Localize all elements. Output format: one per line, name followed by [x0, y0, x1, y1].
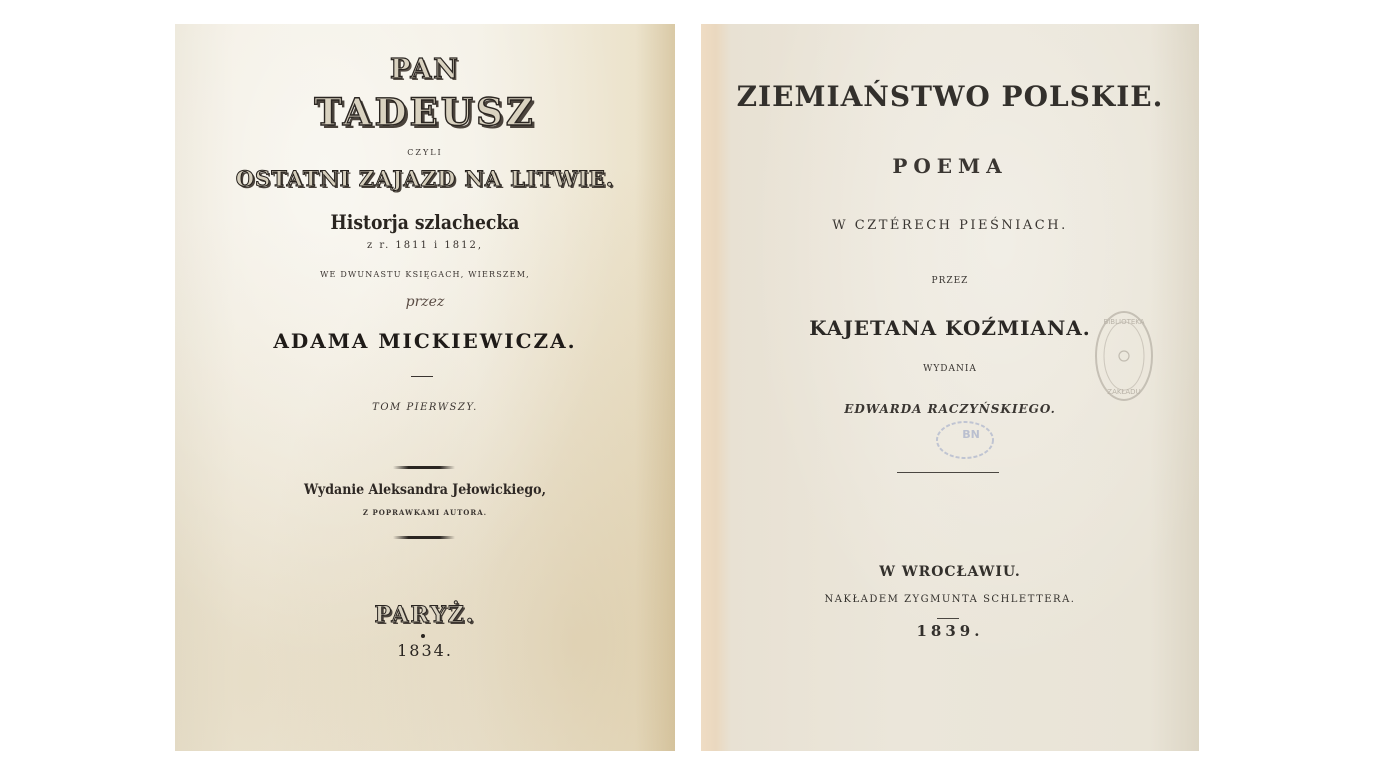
przez-label: PRZEZ: [931, 276, 969, 286]
cantos-line: W CZTÉRECH PIEŚNIACH.: [832, 218, 1068, 233]
title: ZIEMIAŃSTWO POLSKIE.: [736, 80, 1164, 113]
year-label: 1839.: [916, 622, 984, 640]
editor-name: EDWARDA RACZYŃSKIEGO.: [844, 402, 1056, 416]
author-name: ADAMA MICKIEWICZA.: [273, 329, 577, 353]
title-tadeusz: TADEUSZ: [314, 90, 536, 134]
short-divider: [937, 618, 959, 619]
year-label: 1834.: [397, 641, 453, 660]
title-pan: PAN: [390, 54, 460, 85]
ornament-dot: [421, 634, 425, 638]
city-label: W WROCŁAWIU.: [879, 564, 1021, 580]
corrections-line: Z POPRAWKAMI AUTORA.: [362, 508, 488, 517]
divider-rule: [897, 472, 999, 473]
svg-text:BIBLIOTEKA: BIBLIOTEKA: [1103, 318, 1145, 326]
wydania-label: WYDANIA: [923, 364, 977, 374]
author-name: KAJETANA KOŹMIANA.: [809, 316, 1091, 340]
ornament-rule-top: [393, 466, 455, 469]
publisher-line: NAKŁADEM ZYGMUNTA SCHLETTERA.: [824, 594, 1076, 605]
volume-label: TOM PIERWSZY.: [372, 402, 478, 413]
ksiegach-line: WE DWUNASTU KSIĘGACH, WIERSZEM,: [320, 270, 530, 279]
przez-label: przez: [405, 294, 445, 310]
svg-text:ZAKŁADU: ZAKŁADU: [1107, 388, 1141, 396]
ziemianstwo-title-page: [701, 24, 1199, 751]
bn-stamp-icon: [933, 418, 997, 462]
czyli-label: CZYLI: [407, 148, 443, 157]
subtitle: OSTATNI ZAJAZD NA LITWIE.: [235, 166, 615, 191]
short-divider: [411, 376, 433, 377]
years-line: z r. 1811 i 1812,: [366, 240, 484, 251]
poema-label: POEMA: [892, 154, 1008, 178]
ornament-rule-bottom: [393, 536, 455, 539]
library-stamp-icon: [1093, 308, 1155, 404]
pan-tadeusz-title-page: [175, 24, 675, 751]
city-label: PARYŻ.: [374, 602, 476, 628]
edition-line: Wydanie Aleksandra Jełowickiego,: [304, 482, 546, 498]
historja-line: Historja szlachecka: [330, 210, 520, 234]
svg-text:BN: BN: [962, 428, 980, 441]
